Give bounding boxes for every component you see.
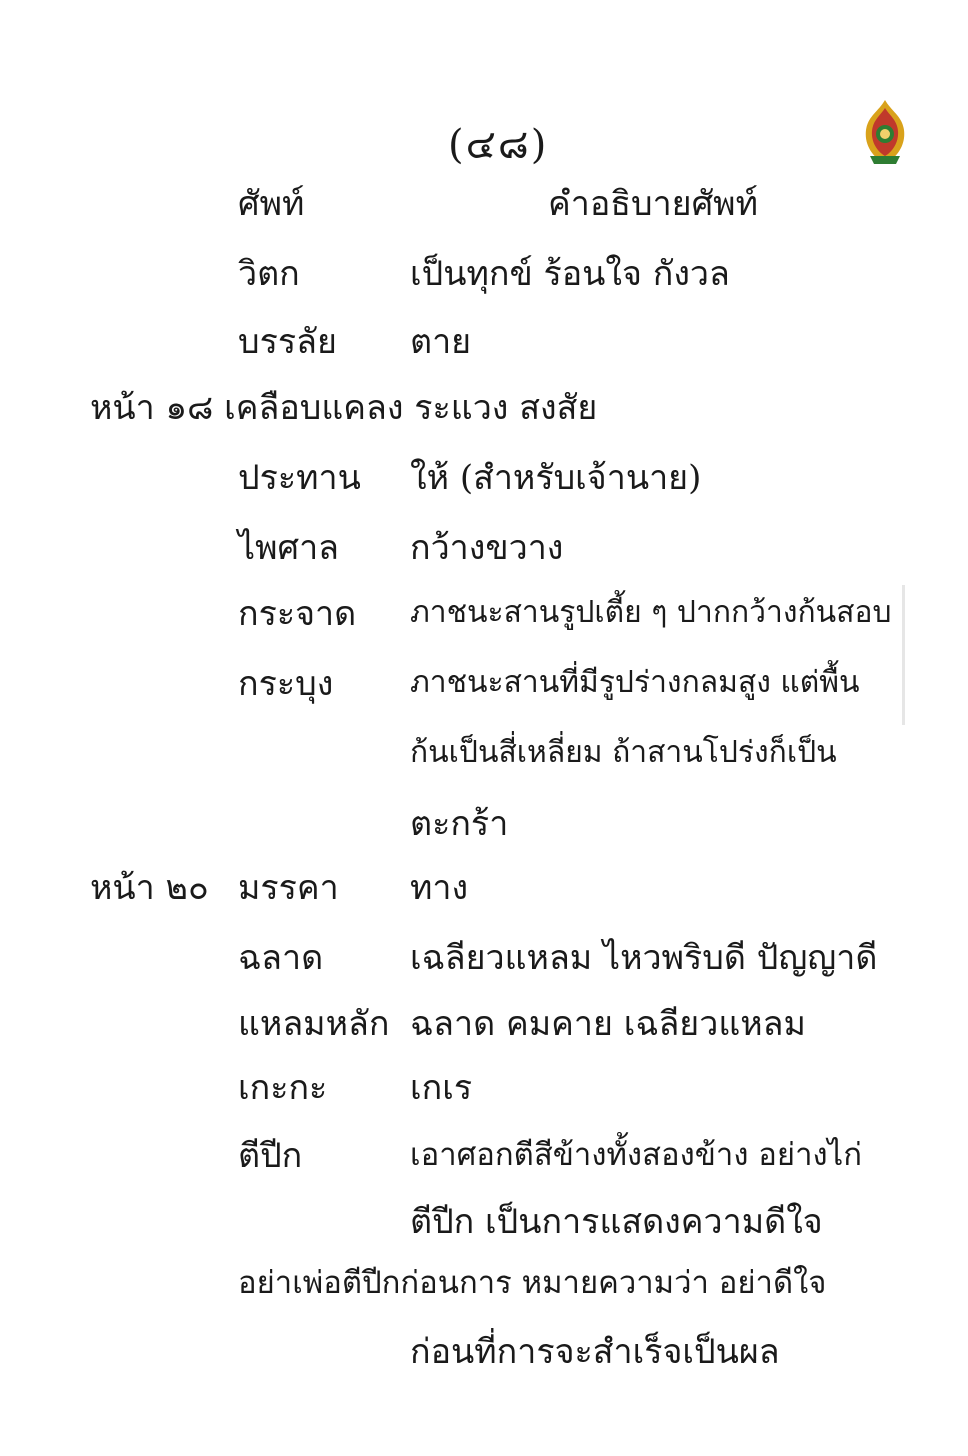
term: ไพศาล — [238, 528, 340, 568]
term: เกะกะ — [238, 1068, 328, 1108]
term: กระบุง — [238, 664, 334, 704]
header-definition: คำอธิบายศัพท์ — [548, 184, 759, 224]
definition: เกเร — [410, 1068, 473, 1108]
definition: เป็นทุกข์ ร้อนใจ กังวล — [410, 254, 730, 294]
definition: ตาย — [410, 322, 472, 362]
definition: ภาชนะสานที่มีรูปร่างกลมสูง แต่พื้น — [410, 665, 860, 700]
term: ฉลาด — [238, 938, 324, 978]
definition: เอาศอกตีสีข้างทั้งสองข้าง อย่างไก่ — [410, 1137, 862, 1173]
idiom-row: อย่าเพ่อตีปีกก่อนการ หมายความว่า อย่าดีใจ — [238, 1265, 827, 1301]
page-reference: หน้า ๒๐ — [90, 868, 209, 908]
definition: ทาง — [410, 868, 469, 908]
definition-continuation: ก่อนที่การจะสำเร็จเป็นผล — [410, 1332, 780, 1372]
term: แหลมหลัก — [238, 1004, 390, 1044]
term: ประทาน — [238, 458, 361, 498]
term: มรรคา — [238, 868, 339, 908]
ministry-emblem-icon — [860, 98, 910, 168]
term: บรรลัย — [238, 322, 337, 362]
page-reference-row: หน้า ๑๘ เคลือบแคลง ระแวง สงสัย — [90, 388, 598, 428]
definition-continuation: ตีปีก เป็นการแสดงความดีใจ — [410, 1202, 823, 1242]
definition: ฉลาด คมคาย เฉลียวแหลม — [410, 1004, 806, 1044]
page-number: (๔๘) — [448, 122, 549, 168]
definition: ภาชนะสานรูปเตี้ย ๆ ปากกว้างก้นสอบ — [410, 595, 892, 630]
scan-edge-mark — [902, 585, 905, 725]
definition: เฉลียวแหลม ไหวพริบดี ปัญญาดี — [410, 938, 878, 978]
term: วิตก — [238, 254, 300, 294]
term: ตีปีก — [238, 1136, 303, 1176]
definition: กว้างขวาง — [410, 528, 564, 568]
term: กระจาด — [238, 594, 357, 634]
definition-continuation: ก้นเป็นสี่เหลี่ยม ถ้าสานโปร่งก็เป็น — [410, 735, 837, 770]
header-term: ศัพท์ — [238, 184, 305, 224]
definition-continuation: ตะกร้า — [410, 804, 509, 844]
definition: ให้ (สำหรับเจ้านาย) — [410, 458, 702, 498]
